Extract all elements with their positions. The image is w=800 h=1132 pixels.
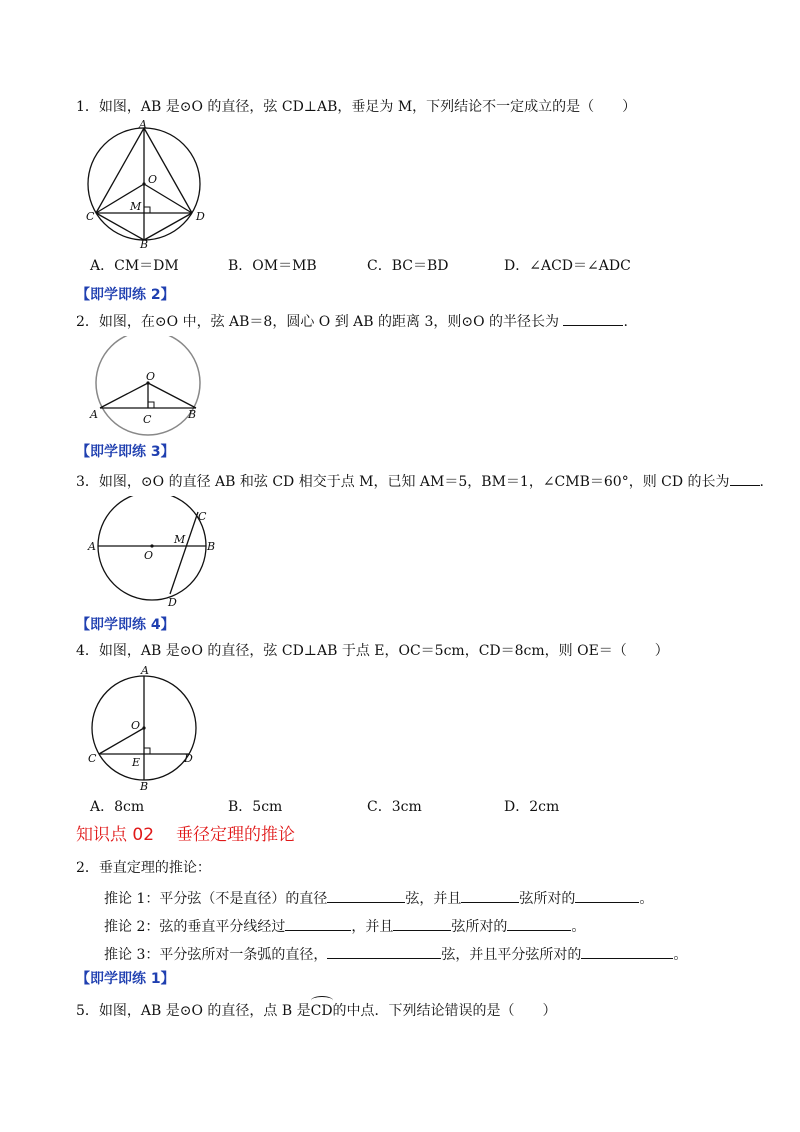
- q3-answer-blank[interactable]: [730, 471, 760, 486]
- q2-stem-end: .: [623, 314, 628, 330]
- q4-option-a: A．8cm: [90, 799, 145, 815]
- q3-label-d: D: [168, 596, 177, 608]
- q2-label-a: A: [90, 408, 98, 421]
- q2-stem: [76, 311, 628, 331]
- q5-stem-text: 5．如图，AB 是⊙O 的直径，点 B 是: [76, 1003, 311, 1019]
- section-heading: [76, 824, 295, 846]
- q3-figure: [86, 496, 221, 608]
- q1-stem: 1．如图，AB 是⊙O 的直径，弦 CD⊥AB，垂足为 M，下列结论不一定成立的是（ ）: [76, 99, 637, 115]
- practice-heading-4: 【即学即练 4】: [76, 617, 175, 633]
- corollary-1-blank-3[interactable]: [575, 888, 639, 903]
- q1-label-c: C: [86, 210, 95, 223]
- q1-label-b: B: [140, 238, 149, 248]
- q1-option-b: B．OM＝MB: [228, 258, 317, 274]
- corollary-2-blank-1[interactable]: [285, 916, 351, 931]
- corollary-1-part-1: 推论 1：平分弦（不是直径）的直径: [104, 891, 328, 907]
- corollary-1: [104, 888, 653, 908]
- q4-stem: 4．如图，AB 是⊙O 的直径，弦 CD⊥AB 于点 E，OC＝5cm，CD＝8cm，则 OE＝（ ）: [76, 643, 669, 659]
- corollary-2: [104, 916, 585, 936]
- q3-label-b: B: [207, 540, 216, 553]
- corollary-2-part-3: 弦所对的: [451, 919, 508, 935]
- q4-label-e: E: [132, 756, 141, 769]
- practice-heading-3: 【即学即练 3】: [76, 444, 175, 460]
- theorem-intro: 2．垂直定理的推论：: [76, 860, 211, 876]
- q1-option-d: D．∠ACD＝∠ADC: [504, 258, 631, 274]
- practice-heading-1: 【即学即练 1】: [76, 971, 175, 987]
- q3-label-o: O: [144, 549, 154, 562]
- corollary-1-blank-2[interactable]: [461, 888, 519, 903]
- corollary-3-end: 。: [673, 947, 688, 963]
- q4-label-d: D: [184, 752, 193, 765]
- corollary-3-part-2: 弦，并且平分弦所对的: [441, 947, 582, 963]
- q2-stem-text: 2．如图，在⊙O 中，弦 AB＝8，圆心 O 到 AB 的距离 3，则⊙O 的半径长为: [76, 314, 560, 330]
- q4-label-c: C: [88, 752, 97, 765]
- q4-option-d: D．2cm: [504, 799, 560, 815]
- q4-figure: [86, 664, 206, 792]
- corollary-1-part-2: 弦，并且: [405, 891, 462, 907]
- q2-label-b: B: [188, 408, 197, 421]
- corollary-2-part-1: 推论 2：弦的垂直平分线经过: [104, 919, 286, 935]
- section-title: 垂径定理的推论: [176, 825, 296, 845]
- q4-option-c: C．3cm: [367, 799, 422, 815]
- corollary-2-part-2: ，并且: [351, 919, 394, 935]
- practice-heading-2: 【即学即练 2】: [76, 287, 175, 303]
- corollary-2-blank-3[interactable]: [507, 916, 571, 931]
- q3-stem-end: .: [759, 474, 764, 490]
- section-number: 知识点 02: [76, 825, 155, 845]
- q4-label-b: B: [140, 780, 149, 792]
- q2-figure: [88, 336, 208, 436]
- corollary-1-part-3: 弦所对的: [519, 891, 576, 907]
- q1-label-o: O: [148, 173, 158, 186]
- q1-label-d: D: [196, 210, 205, 223]
- corollary-1-blank-1[interactable]: [327, 888, 405, 903]
- q1-option-c: C．BC＝BD: [367, 258, 449, 274]
- q5-stem: [76, 1002, 557, 1020]
- q2-label-c: C: [143, 413, 152, 426]
- corollary-3-part-1: 推论 3：平分弦所对一条弧的直径，: [104, 947, 328, 963]
- q1-option-a: A．CM＝DM: [90, 258, 179, 274]
- q1-label-a: A: [139, 118, 147, 131]
- corollary-2-blank-2[interactable]: [393, 916, 451, 931]
- q2-label-o: O: [146, 370, 156, 383]
- arc-cd-label: CD: [310, 1003, 333, 1019]
- corollary-3-blank-2[interactable]: [581, 944, 673, 959]
- corollary-3: [104, 944, 687, 964]
- corollary-1-end: 。: [639, 891, 654, 907]
- q4-option-b: B．5cm: [228, 799, 283, 815]
- q3-label-a: A: [88, 540, 96, 553]
- q3-label-m: M: [174, 533, 186, 546]
- q3-label-c: C: [198, 510, 207, 523]
- q1-label-m: M: [130, 200, 142, 213]
- q3-stem: [76, 471, 764, 491]
- corollary-3-blank-1[interactable]: [327, 944, 441, 959]
- q1-figure: [86, 118, 208, 248]
- q4-label-a: A: [141, 664, 149, 677]
- q2-answer-blank[interactable]: [563, 311, 623, 326]
- q5-stem-end: 的中点．下列结论错误的是（ ）: [332, 1003, 557, 1019]
- corollary-2-end: 。: [571, 919, 586, 935]
- q4-label-o: O: [131, 719, 141, 732]
- q3-stem-text: 3．如图，⊙O 的直径 AB 和弦 CD 相交于点 M，已知 AM＝5，BM＝1，∠CMB＝60°，则 CD 的长为: [76, 474, 730, 490]
